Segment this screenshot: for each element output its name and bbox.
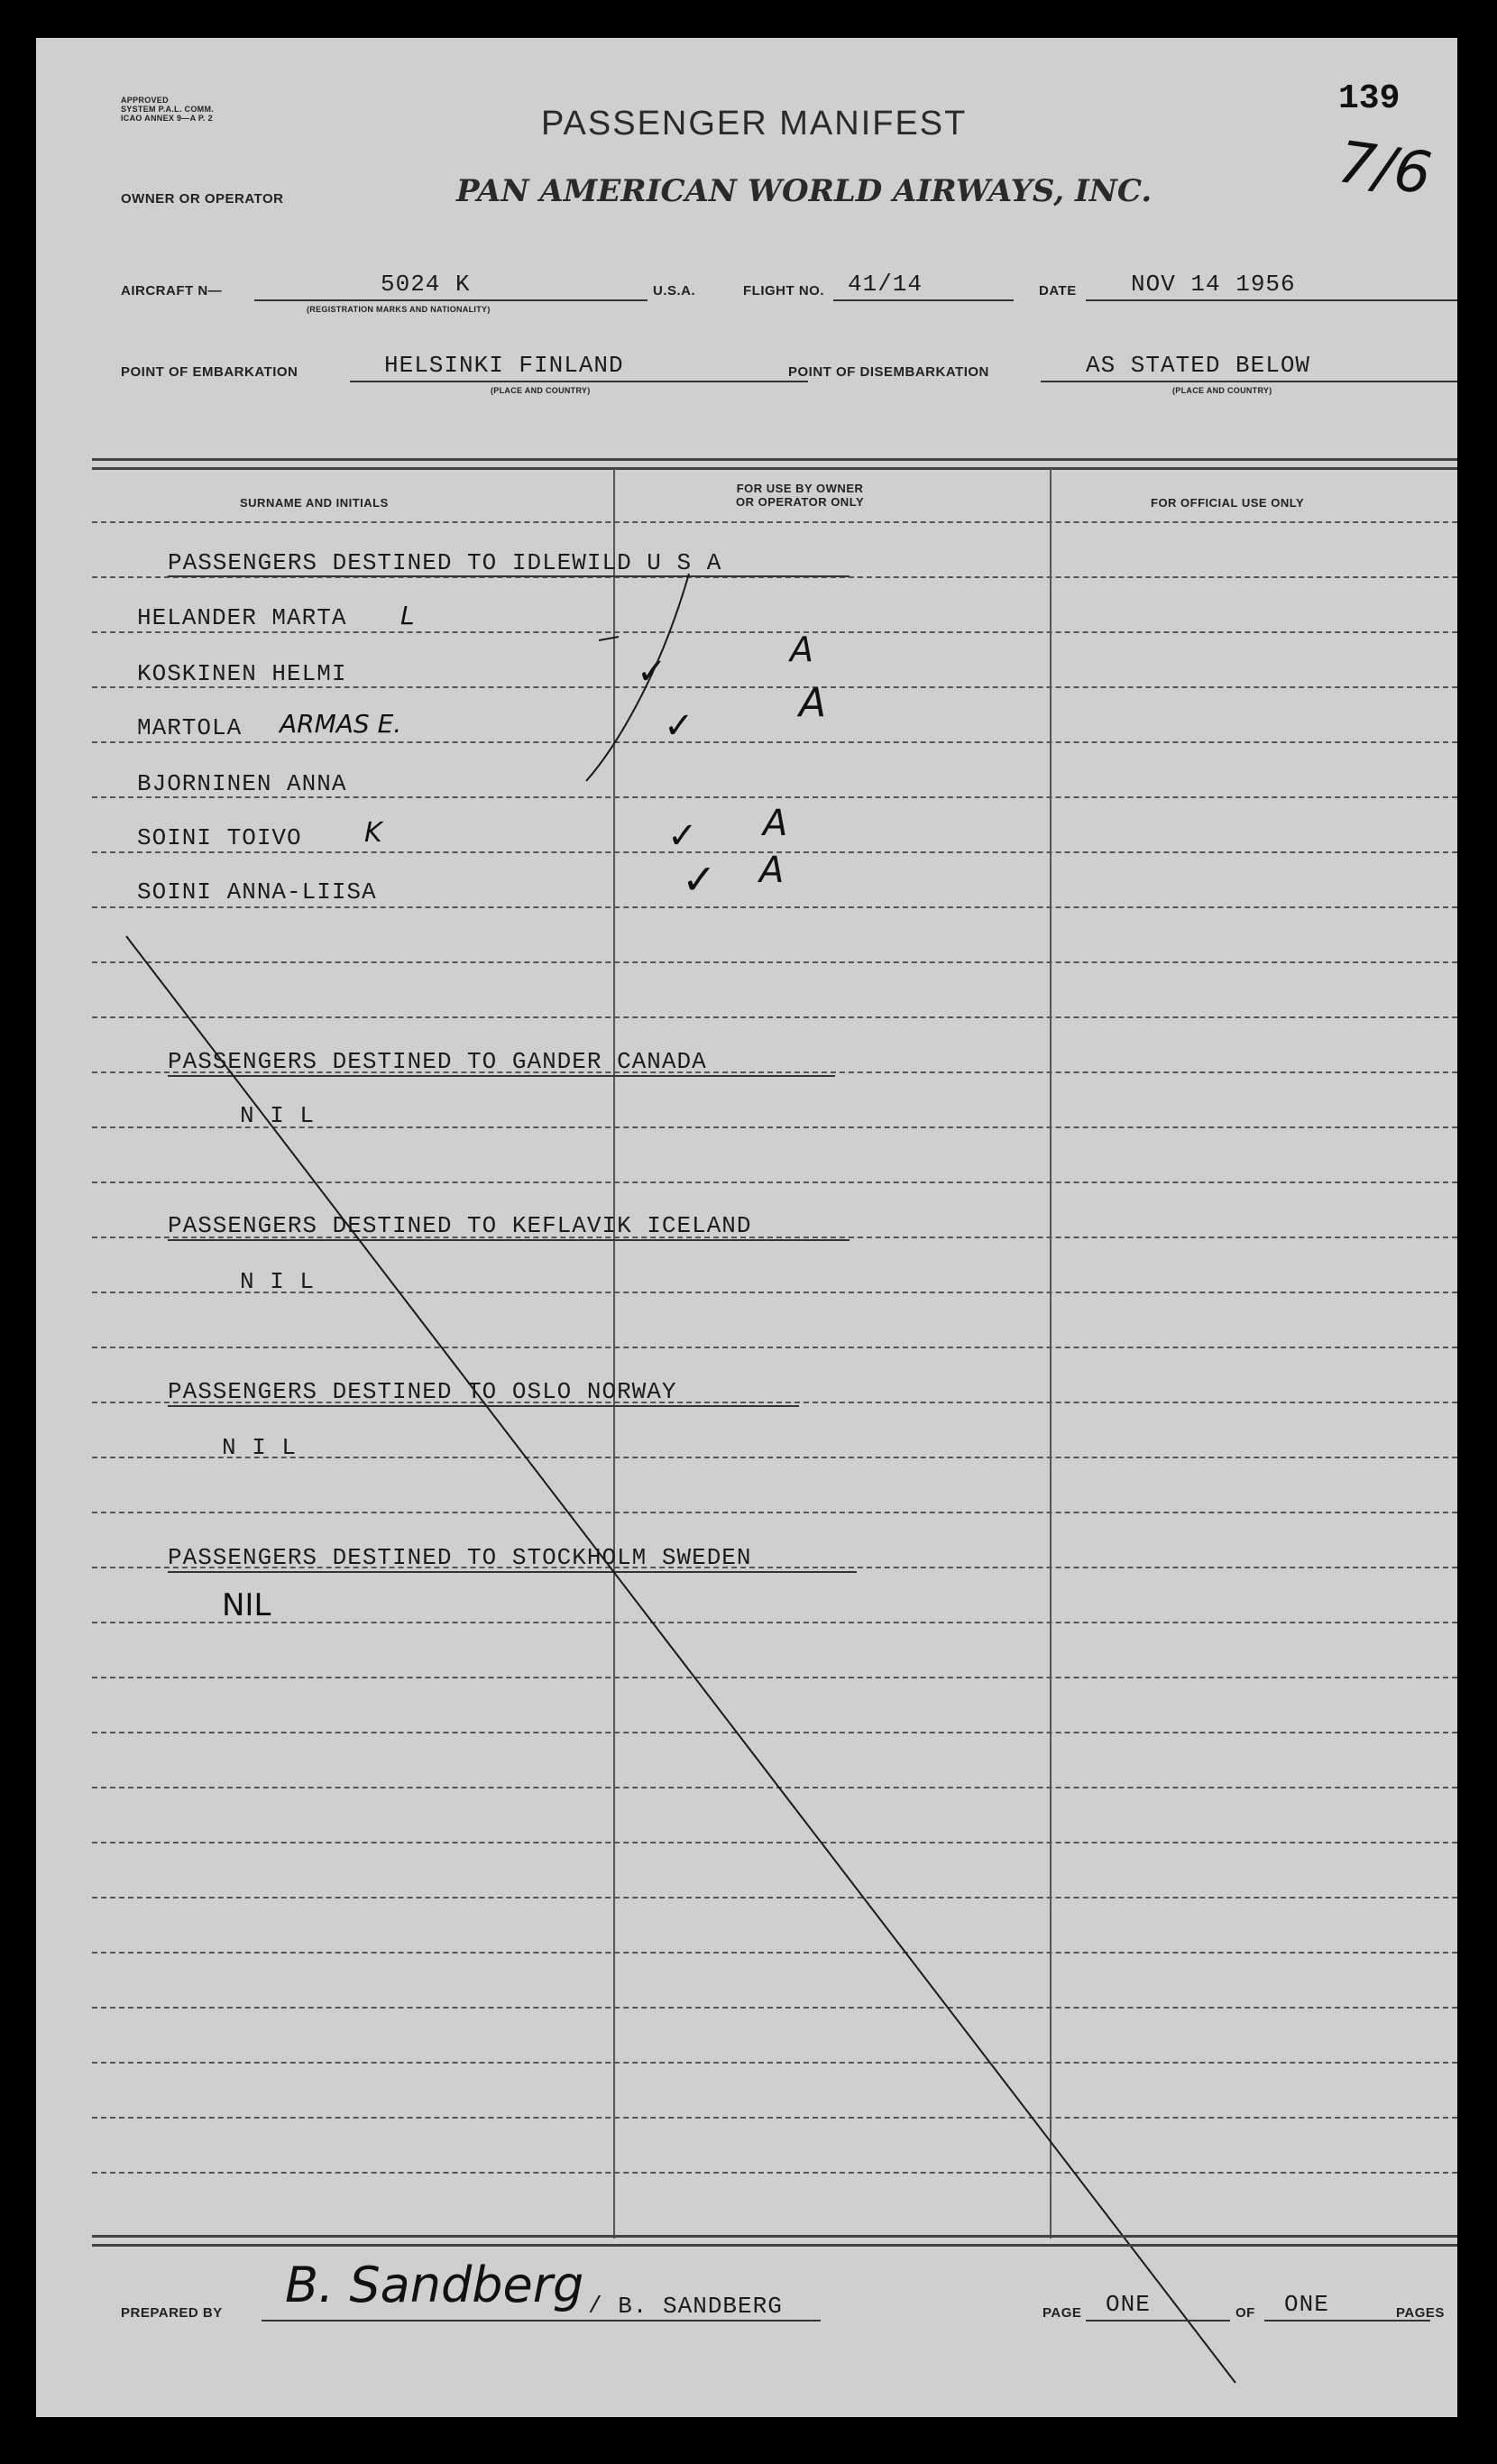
passenger-name: SOINI TOIVO [137,824,302,851]
passenger-initial: L [400,601,415,630]
passenger-name: BJORNINEN ANNA [137,770,347,797]
check-mark: ✓ [667,815,698,857]
registration-caption: (REGISTRATION MARKS AND NATIONALITY) [307,305,491,314]
admission-mark: A [790,630,813,669]
nil-entry: NIL [222,1587,271,1623]
section-heading-oslo: PASSENGERS DESTINED TO OSLO NORWAY [168,1378,677,1405]
section-heading-gander: PASSENGERS DESTINED TO GANDER CANADA [168,1048,707,1075]
cancellation-line [126,936,1235,2383]
table-bottom-rule [92,2235,1457,2238]
check-mark: ✓ [664,705,694,747]
check-mark: ✓ [682,855,717,904]
page-value: ONE [1106,2291,1151,2318]
approval-line: ICAO ANNEX 9—A P. 2 [121,114,213,123]
embarkation-label: POINT OF EMBARKATION [121,364,298,380]
check-mark: ✓ [637,651,667,693]
usa-label: U.S.A. [653,283,696,299]
manifest-sheet [36,38,1457,2417]
column-header-surname: SURNAME AND INITIALS [240,496,389,510]
ditto-bracket-stroke [586,574,689,781]
passenger-initial: ARMAS E. [280,709,402,739]
section-heading-stockholm: PASSENGERS DESTINED TO STOCKHOLM SWEDEN [168,1544,752,1571]
page-title: PASSENGER MANIFEST [541,105,968,143]
prepared-by-name: / B. SANDBERG [588,2293,783,2320]
prepared-by-label: PREPARED BY [121,2305,223,2321]
signature: B. Sandberg [285,2257,584,2313]
embarkation-caption: (PLACE AND COUNTRY) [491,386,591,395]
corner-note: 7/6 [1334,129,1436,208]
page-label: PAGE [1042,2305,1082,2321]
operator-name: PAN AMERICAN WORLD AIRWAYS, INC. [456,173,1153,209]
owner-label: OWNER OR OPERATOR [121,191,284,207]
nil-entry: N I L [240,1102,316,1129]
section-heading-keflavik: PASSENGERS DESTINED TO KEFLAVIK ICELAND [168,1212,752,1239]
flight-label: FLIGHT NO. [743,283,824,299]
admission-mark: A [799,680,827,726]
nil-entry: N I L [222,1434,298,1461]
aircraft-value: 5024 K [381,271,471,298]
tick-stroke [599,637,619,640]
column-header-owner-line: OR OPERATOR ONLY [736,495,865,509]
disembarkation-value: AS STATED BELOW [1086,352,1311,379]
table-bottom-rule [92,2244,1457,2247]
embarkation-value: HELSINKI FINLAND [384,352,624,379]
approval-line: APPROVED [121,96,169,105]
section-heading-idlewild: PASSENGERS DESTINED TO IDLEWILD U S A [168,549,722,576]
disembarkation-caption: (PLACE AND COUNTRY) [1172,386,1272,395]
passenger-name: SOINI ANNA-LIISA [137,878,377,906]
handwritten-strokes [36,38,1457,2417]
passenger-name: HELANDER MARTA [137,604,347,631]
date-value: NOV 14 1956 [1131,271,1296,298]
date-label: DATE [1039,283,1077,299]
prepared-by-underline [262,2320,821,2321]
column-header-official-use: FOR OFFICIAL USE ONLY [1151,496,1305,510]
passenger-initial: K [364,817,382,849]
of-value: ONE [1284,2291,1329,2318]
nil-entry: N I L [240,1268,316,1295]
disembarkation-label: POINT OF DISEMBARKATION [788,364,989,380]
of-label: OF [1235,2305,1255,2321]
approval-line: SYSTEM P.A.L. COMM. [121,105,215,114]
pages-label: PAGES [1396,2305,1445,2321]
passenger-name: KOSKINEN HELMI [137,660,347,687]
admission-mark: A [763,803,788,844]
column-header-owner-line: FOR USE BY OWNER [736,482,864,495]
passenger-name: MARTOLA [137,714,243,741]
aircraft-label: AIRCRAFT N— [121,283,223,299]
flight-number: 41/14 [848,271,923,298]
page-underline [1086,2320,1230,2321]
admission-mark: A [759,850,785,891]
page-number: 139 [1338,79,1401,118]
